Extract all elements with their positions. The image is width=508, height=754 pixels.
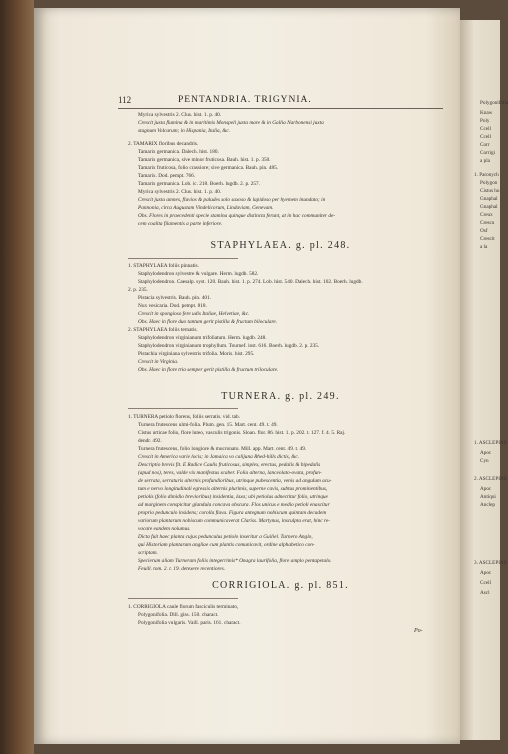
facing-page-fragment: Gnaphal (480, 196, 498, 202)
text-line: Myrica sylvestris 2. Clus. hist. 1. p. 40. (138, 112, 222, 118)
text-line: Obs. Haec in flore duo tantum gerit pistilla & fructum biloculare. (138, 319, 278, 325)
text-line: Pistacia sylvestris. Bauh. pin. 401. (138, 295, 211, 301)
corrigiola-entry (128, 603, 443, 627)
text-line: 2. p. 235. (128, 287, 148, 293)
facing-page-fragment: Ccell (480, 126, 491, 132)
text-line: Tamarix. Dod. pempt. 766. (138, 173, 196, 179)
facing-page-fragment: 3. ASCLEPIAS (474, 560, 507, 566)
facing-page-fragment: Apoc (480, 450, 492, 456)
facing-page-fragment: Ascl (480, 590, 490, 596)
facing-page-fragment: Polygonifolia (480, 100, 508, 106)
facing-page-fragment: Poly (480, 118, 490, 124)
facing-page-fragment: Corr (480, 142, 490, 148)
page-number: 112 (118, 95, 132, 105)
text-line: Myrica sylvestris 2. Clus. hist. 1. p. 40. (138, 189, 222, 195)
text-line: Tamarix germanica, sive minor fruticosa. Bauh. hist. 1. p. 350. (138, 157, 271, 163)
facing-page-fragment: Anclep (480, 502, 495, 508)
facing-page-fragment: Crescit (480, 236, 495, 242)
text-line: ad marginem conspicitur glandula concava obscura. Flos unicus e medio petioli enascitur (138, 502, 330, 508)
facing-page-fragment: 1. Paronych (474, 172, 499, 178)
facing-page-fragment: 1. ASCLEPIAS (474, 440, 507, 446)
facing-page-fragment: Ccell (480, 580, 491, 586)
text-line: Crescit juxta amnes, fluvios & paludes solo saxoso & lapidoso per hyemem inundato; in (138, 197, 326, 203)
text-line: 1. STAPHYLAEA foliis pinnatis. (128, 263, 199, 269)
text-line: Staphylodendron virginianum trophyllum. Tournef. inst. 616. Boerh. lugdb. 2. p. 235. (138, 343, 320, 349)
text-line: (apud nos), teres, valde vix manifestus scaber. Folia alterna, lanceolato-ovata, profun- (138, 470, 322, 476)
genus-heading-corrigiola: CORRIGIOLA. g. pl. 851. (212, 580, 349, 591)
text-line: Crescit juxta flumina & in maritimis Monspeli juxta mare & in Gallia Narbonensi juxta (138, 120, 324, 126)
catchword: Po- (414, 628, 423, 634)
text-line: tum e nervo longitudinali egressis alternis plurimis, superne cavis, subtus prominentibus, (138, 486, 328, 492)
facing-page-fragment: a pla (480, 158, 490, 164)
text-line: qui Historiam plantarum angliae cum plantis comunicavit, ordine alphabetico con- (138, 542, 315, 548)
text-line: Nux vesicaria. Dod. pempt. 818. (138, 303, 207, 309)
text-line: vocare eandem nolumus. (138, 526, 191, 532)
facing-page-fragment: Apoc (480, 570, 492, 576)
section-rule (128, 598, 238, 599)
genus-heading-turnera: TURNERA. g. pl. 249. (221, 391, 340, 402)
text-line: Turnera frutescens, folio longiore & mucronato. Mill. app. Mart. cent. 49. t. 49. (138, 446, 307, 452)
text-line: Feuill. tom. 2. t. 19. detexere recentiores. (138, 566, 226, 572)
text-line: Polygonifolia vulgaris. Vaill. paris. 161. charact. (138, 620, 241, 626)
facing-page-fragment: Cistus hu (480, 188, 500, 194)
text-line: petiolis (folio dimidio brevioribus) insidentia, laxa; ubi petiolus adnectitur folio, utrinque (138, 494, 328, 500)
facing-page-fragment: Cyn (480, 458, 489, 464)
page-title: PENTANDRIA. TRIGYNIA. (178, 95, 312, 105)
genus-heading-staphylaea: STAPHYLAEA. g. pl. 248. (210, 240, 351, 251)
text-line: Dicta fuit haec planta cujus pedunculus petiolo inseritur a Guiliel. Turnero Anglo, (138, 534, 313, 540)
text-line: Crescit in Virginia. (138, 359, 179, 365)
facing-page-fragment: Antiqui (480, 494, 496, 500)
text-line: Polygonifolia. Dill. giss. 150. charact. (138, 612, 219, 618)
text-line: de serrata, serraturis alternis profundioribus, utrinque pubescentia, venis ad angulum acu- (138, 478, 332, 484)
facing-page-fragment: Knaw (480, 110, 493, 116)
text-line: Pannonia, circa Augustam Vindelicorum, Lindaviam, Genevam. (138, 205, 274, 211)
text-line: Obs. Flores in praecedenti specie stamina quinque distincta ferunt, at in hac communiter de- (138, 213, 336, 219)
text-line: Pistachia virginiana sylvestris trifolia. Moris. hist. 295. (138, 351, 255, 357)
text-line: variorum plantarum nobiscum communicaverat Clariss. Martynus, insculpta erat, hinc re- (138, 518, 330, 524)
facing-page-fragment: 2. ASCLEPIAS (474, 476, 507, 482)
facing-page-fragment: Polygon (480, 180, 498, 186)
text-line: 2. TAMARIX floribus decandris. (128, 141, 199, 147)
section-rule (128, 408, 238, 409)
book-binding (0, 0, 34, 754)
facing-page-fragment: Crescu (480, 220, 495, 226)
text-line: Turnera frutescens ulmi-folia. Plum. gen. 15. Mart. cent. 49. t. 49. (138, 422, 278, 428)
text-line: Crescit in spongioso fere udis Italiae, Helvetiae, &c. (138, 311, 250, 317)
text-line: Specierum aliam Turneram foliis integerrimis* Onagra laurifolia, flore amplo pentapetalo. (138, 558, 332, 564)
staphylaea-entries (128, 262, 443, 374)
text-line: proprio pedunculo insidens; corolla flava. Figura antegnum nobiscum quintam decadem (138, 510, 327, 516)
text-line: cem coalita filamentis a parte inferiore. (138, 221, 223, 227)
text-line: Tamarix germanica. Lob. ic. 218. Boerh. lugdb. 2. p. 257. (138, 181, 261, 187)
facing-page-fragment: Ccell (480, 134, 491, 140)
facing-page-fragment: Corrigi (480, 150, 495, 156)
facing-page-fragment: Gnaphal (480, 204, 498, 210)
facing-page-fragment: Apoc (480, 486, 492, 492)
text-line: Crescit in America varie locis; in Jamaica vo calijuna Rhed-hills dictis, &c. (138, 454, 300, 460)
header-rule (118, 108, 443, 109)
myrica-entry (128, 111, 443, 135)
text-line: Tamarix fruticosa, folio crassiore; sive germanica. Bauh. pin. 485. (138, 165, 279, 171)
facing-page-fragment: a la (480, 244, 488, 250)
text-line: stagnum Volcarum; in Hispania, Italia, &c. (138, 128, 231, 134)
text-line: Obs. Haec in flore tria semper gerit pistilla & fructum triloculare. (138, 367, 279, 373)
running-header (118, 95, 443, 107)
text-line: Descriptio brevis fit. E Radice Caulis fruticosus, simplex, erectus, pedalis & bipedalis (138, 462, 321, 468)
facing-page-edge (460, 20, 508, 740)
tamarix-entry (128, 140, 443, 228)
text-line: Staphylodendron virginianum trifoliatum. Herm. lugdb. 248. (138, 335, 267, 341)
text-line: Staphylodendron sylvestre & vulgare. Herm. lugdb. 582. (138, 271, 259, 277)
text-line: 2. STAPHYLAEA foliis ternatis. (128, 327, 198, 333)
text-line: Tamarix germanica. Dalech. hist. 180. (138, 149, 219, 155)
text-line: Cistus urticae folio, flore luteo, vasculis trigonis. Sloan. flor. 86. hist. 1. p. 202. t. 127. f. 4. 5. Raj. (138, 430, 346, 436)
facing-page-fragment: Creux (480, 212, 493, 218)
text-line: scriptam. (138, 550, 158, 556)
text-line: 1. CORRIGIOLA caule florum fasciculis terminato, (128, 604, 239, 610)
facing-page-fragment: Osf (480, 228, 488, 234)
text-line: dendr. 492. (138, 438, 162, 444)
text-line: Staphylodendron. Caesalp. syst. 120. Bauh. hist. 1. p. 274. Lob. hist. 540. Dalech. hist. 102. Boerh. lugdb. (138, 279, 363, 285)
section-rule (128, 258, 238, 259)
text-line: 1. TURNERA petiolo florens, foliis serratis. vid. tab. (128, 414, 241, 420)
turnera-entry (128, 413, 443, 573)
